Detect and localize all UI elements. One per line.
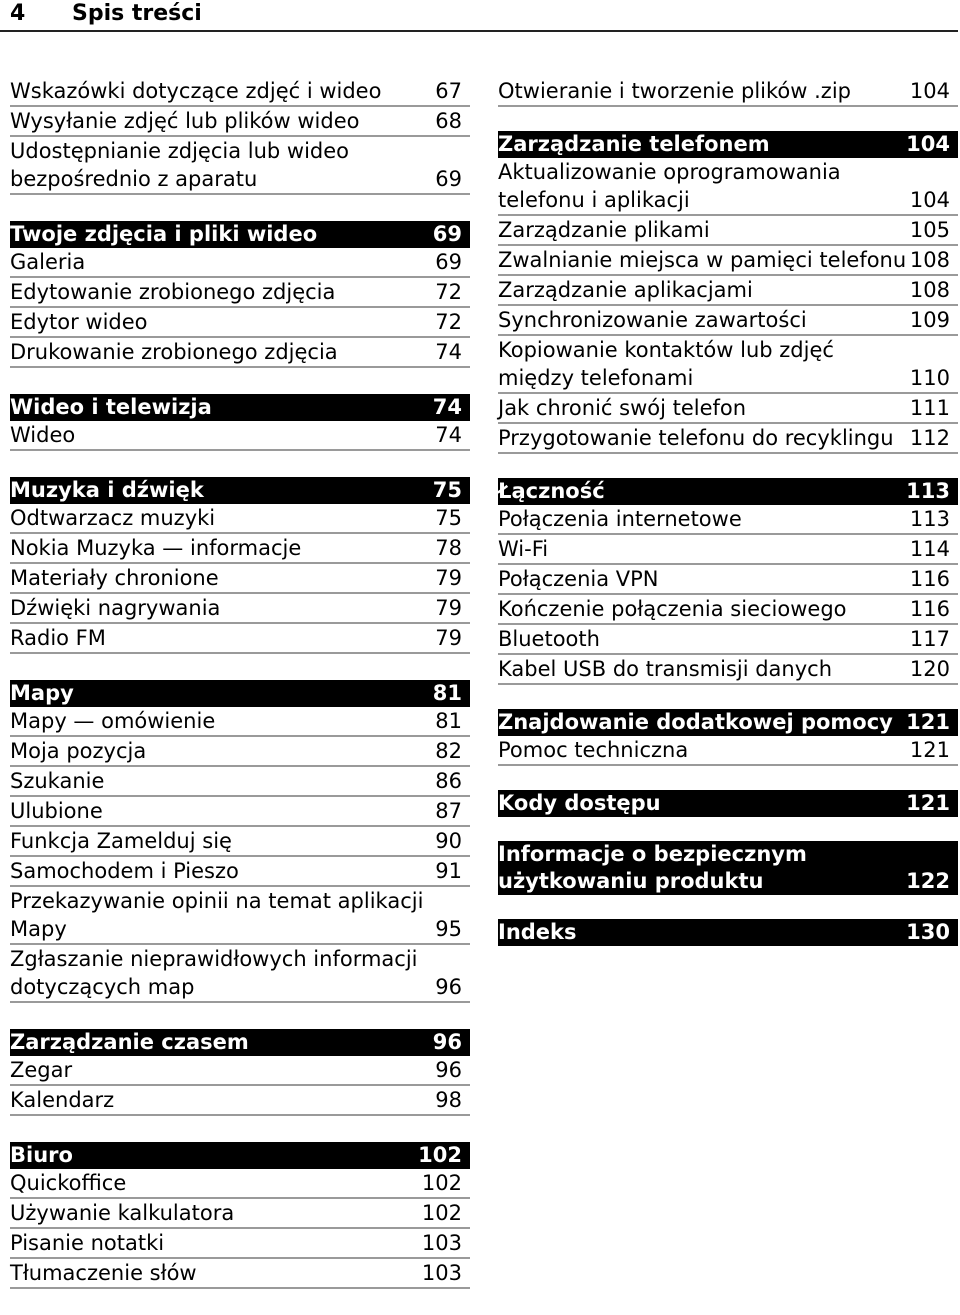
- toc-section: [498, 841, 958, 895]
- toc-section-header[interactable]: [498, 790, 958, 817]
- toc-entry[interactable]: [498, 535, 958, 565]
- entry-page-number: 113: [909, 507, 950, 531]
- toc-section: [10, 1142, 470, 1289]
- toc-entry[interactable]: [10, 594, 470, 624]
- toc-entry[interactable]: [10, 248, 470, 278]
- toc-entry[interactable]: [498, 655, 958, 685]
- entry-title: Synchronizowanie zawartości: [498, 308, 807, 332]
- entry-title: Wysyłanie zdjęć lub plików wideo: [10, 109, 360, 133]
- toc-entry[interactable]: [498, 336, 958, 394]
- entry-title: Radio FM: [10, 626, 106, 650]
- entry-title: Samochodem i Pieszo: [10, 859, 239, 883]
- toc-entry[interactable]: [10, 137, 470, 195]
- toc-entry[interactable]: [10, 737, 470, 767]
- entry-title: Zarządzanie plikami: [498, 218, 710, 242]
- entry-title: Edytowanie zrobionego zdjęcia: [10, 280, 336, 304]
- toc-section-header[interactable]: [10, 680, 470, 707]
- entry-title: Przekazywanie opinii na temat aplikacji Mapy: [10, 889, 424, 941]
- toc-section-header[interactable]: [10, 394, 470, 421]
- section-title: Muzyka i dźwięk: [10, 478, 204, 502]
- section-page-number: 69: [432, 222, 462, 246]
- entry-title: Moja pozycja: [10, 739, 147, 763]
- entry-title: Drukowanie zrobionego zdjęcia: [10, 340, 338, 364]
- toc-entry[interactable]: [498, 246, 958, 276]
- entry-page-number: 104: [909, 188, 950, 212]
- toc-entry[interactable]: [498, 77, 958, 107]
- entry-page-number: 120: [909, 657, 950, 681]
- section-title: Biuro: [10, 1143, 73, 1167]
- entry-page-number: 67: [435, 79, 462, 103]
- entry-title: Używanie kalkulatora: [10, 1201, 235, 1225]
- toc-section-header[interactable]: [10, 477, 470, 504]
- entry-page-number: 117: [909, 627, 950, 651]
- entry-title: Zegar: [10, 1058, 73, 1082]
- entry-title: Odtwarzacz muzyki: [10, 506, 216, 530]
- entry-page-number: 72: [435, 310, 462, 334]
- toc-entry[interactable]: [10, 504, 470, 534]
- entry-page-number: 86: [435, 769, 462, 793]
- entry-page-number: 108: [909, 248, 950, 272]
- toc-section: [498, 478, 958, 685]
- toc-entry[interactable]: [498, 625, 958, 655]
- entry-page-number: 110: [909, 366, 950, 390]
- section-title: Łączność: [498, 479, 605, 503]
- entry-page-number: 79: [435, 596, 462, 620]
- entry-title: Edytor wideo: [10, 310, 148, 334]
- entry-page-number: 105: [909, 218, 950, 242]
- toc-entry[interactable]: [10, 624, 470, 654]
- entry-title: Dźwięki nagrywania: [10, 596, 221, 620]
- entry-title: Udostępnianie zdjęcia lub wideo bezpośrednio z aparatu: [10, 139, 350, 191]
- toc-entry[interactable]: [498, 158, 958, 216]
- entry-title: Tłumaczenie słów: [10, 1261, 197, 1285]
- toc-section: [498, 77, 958, 107]
- entry-page-number: 108: [909, 278, 950, 302]
- entry-title: Ulubione: [10, 799, 103, 823]
- entry-page-number: 103: [421, 1261, 462, 1285]
- toc-section-header[interactable]: [498, 709, 958, 736]
- section-page-number: 102: [418, 1143, 462, 1167]
- section-page-number: 121: [906, 710, 950, 734]
- toc-entry[interactable]: [10, 338, 470, 368]
- toc-section-header[interactable]: [10, 221, 470, 248]
- entry-title: Zgłaszanie nieprawidłowych informacji dotyczących map: [10, 947, 418, 999]
- entry-page-number: 104: [909, 79, 950, 103]
- entry-page-number: 102: [421, 1171, 462, 1195]
- toc-entry[interactable]: [10, 945, 470, 1003]
- toc-entry[interactable]: [10, 278, 470, 308]
- entry-title: Funkcja Zamelduj się: [10, 829, 232, 853]
- section-page-number: 81: [432, 681, 462, 705]
- entry-title: Quickoffice: [10, 1171, 127, 1195]
- section-title: Znajdowanie dodatkowej pomocy: [498, 710, 893, 734]
- entry-title: Materiały chronione: [10, 566, 219, 590]
- entry-title: Kończenie połączenia sieciowego: [498, 597, 847, 621]
- entry-page-number: 96: [435, 975, 462, 999]
- toc-entry[interactable]: [10, 1169, 470, 1199]
- toc-entry[interactable]: [10, 1259, 470, 1289]
- toc-section: [10, 394, 470, 451]
- entry-page-number: 72: [435, 280, 462, 304]
- entry-page-number: 109: [909, 308, 950, 332]
- entry-title: Pomoc techniczna: [498, 738, 689, 762]
- section-title: Kody dostępu: [498, 791, 661, 815]
- toc-entry[interactable]: [10, 421, 470, 451]
- toc-entry[interactable]: [10, 564, 470, 594]
- entry-title: Zwalnianie miejsca w pamięci telefonu: [498, 248, 907, 272]
- page-header: [0, 0, 958, 32]
- section-title: Informacje o bezpiecznym użytkowaniu produktu: [498, 842, 807, 893]
- toc-section-header[interactable]: [498, 841, 958, 895]
- entry-title: Pisanie notatki: [10, 1231, 165, 1255]
- entry-page-number: 75: [435, 506, 462, 530]
- entry-page-number: 81: [435, 709, 462, 733]
- entry-title: Wskazówki dotyczące zdjęć i wideo: [10, 79, 382, 103]
- entry-title: Kopiowanie kontaktów lub zdjęć między telefonami: [498, 338, 834, 390]
- entry-title: Kabel USB do transmisji danych: [498, 657, 833, 681]
- toc-section: [498, 919, 958, 946]
- entry-page-number: 69: [435, 250, 462, 274]
- section-page-number: 75: [432, 478, 462, 502]
- page-title: Spis treści: [72, 1, 202, 26]
- entry-page-number: 90: [435, 829, 462, 853]
- entry-page-number: 95: [435, 917, 462, 941]
- toc-section: [10, 1029, 470, 1116]
- toc-entry[interactable]: [498, 424, 958, 454]
- toc-entry[interactable]: [10, 1229, 470, 1259]
- entry-page-number: 91: [435, 859, 462, 883]
- entry-page-number: 98: [435, 1088, 462, 1112]
- toc-entry[interactable]: [10, 797, 470, 827]
- section-title: Indeks: [498, 920, 577, 944]
- toc-section: [10, 221, 470, 368]
- toc-section: [498, 790, 958, 817]
- toc-entry[interactable]: [10, 107, 470, 137]
- toc-entry[interactable]: [498, 595, 958, 625]
- section-title: Mapy: [10, 681, 74, 705]
- toc-entry[interactable]: [498, 276, 958, 306]
- toc-right-column: [498, 77, 958, 970]
- entry-page-number: 112: [909, 426, 950, 450]
- entry-title: Galeria: [10, 250, 86, 274]
- entry-title: Bluetooth: [498, 627, 600, 651]
- entry-page-number: 116: [909, 597, 950, 621]
- entry-page-number: 96: [435, 1058, 462, 1082]
- toc-entry[interactable]: [10, 1086, 470, 1116]
- entry-title: Szukanie: [10, 769, 105, 793]
- entry-page-number: 69: [435, 167, 462, 191]
- entry-page-number: 74: [435, 340, 462, 364]
- toc-entry[interactable]: [10, 1199, 470, 1229]
- entry-page-number: 78: [435, 536, 462, 560]
- entry-title: Wi-Fi: [498, 537, 549, 561]
- section-title: Wideo i telewizja: [10, 395, 212, 419]
- toc-section-header[interactable]: [498, 919, 958, 946]
- toc-section-header[interactable]: [10, 1029, 470, 1056]
- toc-section: [10, 77, 470, 195]
- toc-section: [498, 131, 958, 454]
- section-page-number: 122: [906, 869, 950, 893]
- entry-title: Aktualizowanie oprogramowania telefonu i aplikacji: [498, 160, 841, 212]
- entry-title: Połączenia VPN: [498, 567, 659, 591]
- section-page-number: 130: [906, 920, 950, 944]
- entry-title: Zarządzanie aplikacjami: [498, 278, 753, 302]
- entry-title: Połączenia internetowe: [498, 507, 742, 531]
- entry-page-number: 103: [421, 1231, 462, 1255]
- toc-entry[interactable]: [498, 216, 958, 246]
- toc-entry[interactable]: [10, 534, 470, 564]
- toc-entry[interactable]: [10, 308, 470, 338]
- entry-title: Kalendarz: [10, 1088, 115, 1112]
- entry-page-number: 79: [435, 626, 462, 650]
- entry-page-number: 82: [435, 739, 462, 763]
- entry-title: Nokia Muzyka — informacje: [10, 536, 302, 560]
- entry-page-number: 116: [909, 567, 950, 591]
- toc-section-header[interactable]: [498, 478, 958, 505]
- toc-entry[interactable]: [498, 505, 958, 535]
- toc-entry[interactable]: [498, 394, 958, 424]
- toc-entry[interactable]: [10, 1056, 470, 1086]
- entry-page-number: 102: [421, 1201, 462, 1225]
- section-title: Twoje zdjęcia i pliki wideo: [10, 222, 318, 246]
- section-page-number: 96: [432, 1030, 462, 1054]
- section-title: Zarządzanie czasem: [10, 1030, 249, 1054]
- toc-entry[interactable]: [498, 736, 958, 766]
- entry-title: Wideo: [10, 423, 76, 447]
- toc-section-header[interactable]: [10, 1142, 470, 1169]
- section-page-number: 113: [906, 479, 950, 503]
- toc-left-column: [10, 77, 470, 1315]
- toc-entry[interactable]: [498, 565, 958, 595]
- section-page-number: 104: [906, 132, 950, 156]
- toc-entry[interactable]: [10, 887, 470, 945]
- toc-section: [10, 680, 470, 1003]
- entry-title: Jak chronić swój telefon: [498, 396, 747, 420]
- entry-page-number: 114: [909, 537, 950, 561]
- entry-page-number: 68: [435, 109, 462, 133]
- entry-page-number: 87: [435, 799, 462, 823]
- toc-entry[interactable]: [498, 306, 958, 336]
- entry-page-number: 111: [909, 396, 950, 420]
- entry-title: Przygotowanie telefonu do recyklingu: [498, 426, 894, 450]
- page-number: 4: [10, 1, 26, 26]
- section-page-number: 74: [432, 395, 462, 419]
- entry-page-number: 79: [435, 566, 462, 590]
- toc-entry[interactable]: [10, 827, 470, 857]
- toc-section-header[interactable]: [498, 131, 958, 158]
- toc-entry[interactable]: [10, 77, 470, 107]
- entry-title: Mapy — omówienie: [10, 709, 216, 733]
- section-page-number: 121: [906, 791, 950, 815]
- toc-entry[interactable]: [10, 857, 470, 887]
- toc-entry[interactable]: [10, 767, 470, 797]
- toc-section: [498, 709, 958, 766]
- toc-entry[interactable]: [10, 707, 470, 737]
- toc-section: [10, 477, 470, 654]
- entry-title: Otwieranie i tworzenie plików .zip: [498, 79, 851, 103]
- section-title: Zarządzanie telefonem: [498, 132, 770, 156]
- entry-page-number: 121: [909, 738, 950, 762]
- entry-page-number: 74: [435, 423, 462, 447]
